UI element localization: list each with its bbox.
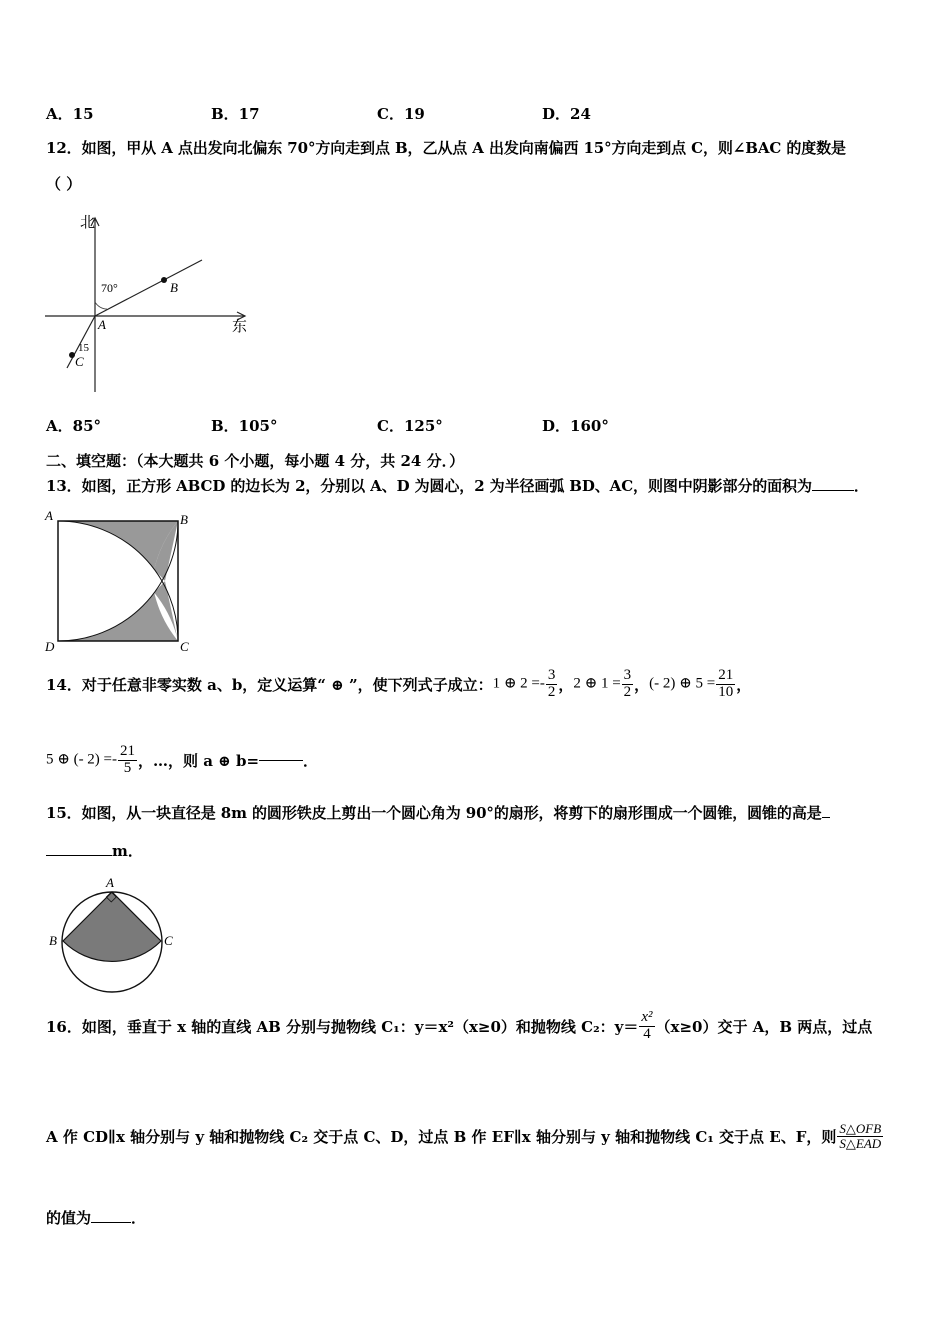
angle-70-label: 70° (101, 281, 118, 295)
q12-option-b: B．105° (211, 417, 278, 435)
q14-expr4-lhs: 5 ⊕ (- 2) =- (46, 751, 118, 768)
q14-sep1: ， (558, 675, 574, 694)
q11-option-b: B．17 (211, 105, 260, 123)
q12-option-a: A．85° (46, 417, 102, 435)
q13-answer-blank (812, 490, 854, 491)
q14-end: ． (303, 751, 319, 770)
q16-ratio-num: S△OFB (839, 1121, 882, 1136)
q15-unit: m． (112, 842, 143, 860)
q16-frac (639, 1010, 654, 1043)
q16-p1: 16．如图，垂直于 x 轴的直线 AB 分别与抛物线 C₁：y＝x²（x≥0）和抛物线 C₂：y＝ (46, 1017, 639, 1036)
q14-expr3 (649, 668, 736, 701)
q11-option-d: D．24 (542, 105, 591, 123)
q12-paren: （ ） (46, 175, 82, 193)
q16-line2 (46, 1122, 884, 1150)
angle-70-arc (95, 302, 107, 309)
q14-stem: 14．对于任意非零实数 a、b，定义运算“ ⊕ ”，使下列式子成立： (46, 675, 493, 694)
q13-stem: 13．如图，正方形 ABCD 的边长为 2，分别以 A、D 为圆心，2 为半径画弧 BD、AC，则图中阴影部分的面积为 (46, 477, 812, 495)
q12-option-d: D．160° (542, 417, 609, 435)
q13-figure (40, 507, 200, 657)
q13-text (46, 475, 869, 496)
east-label: 东 (232, 319, 248, 335)
q16-ratio-den: S△EAD (839, 1135, 882, 1151)
q15-stem: 15．如图，从一块直径是 8m 的圆形铁皮上剪出一个圆心角为 90°的扇形，将剪下的扇形围成一个圆锥，圆锥的高是 (46, 804, 822, 822)
q15-line2 (46, 840, 143, 861)
q12-figure (40, 210, 260, 400)
q16-p2: A 作 CD∥x 轴分别与 y 轴和抛物线 C₂ 交于点 C、D，过点 B 作 EF∥x 轴分别与 y 轴和抛物线 C₁ 交于点 E、F，则 (46, 1127, 837, 1146)
q16-p3: 的值为 (46, 1209, 92, 1227)
q14-expr4 (46, 744, 138, 777)
section-heading: 二、填空题：（本大题共 6 个小题，每小题 4 分，共 24 分．） (46, 452, 465, 470)
sector (63, 892, 161, 961)
q14-sep2: ， (634, 675, 650, 694)
label-a: A (45, 508, 53, 523)
q15-answer-blank (46, 855, 112, 856)
q14-expr4-den: 5 (123, 759, 132, 776)
q14-line2 (46, 744, 318, 777)
q14-expr2 (573, 668, 634, 701)
q14-expr4-num: 21 (120, 743, 136, 759)
label-b: B (49, 933, 57, 948)
q14-tail: ，…，则 a ⊕ b= (138, 751, 260, 770)
q15-figure (40, 872, 200, 1002)
q16-p1-tail: （x≥0）交于 A，B 两点，过点 (655, 1017, 873, 1036)
q16-frac-num: x² (641, 1009, 653, 1025)
label-b: B (180, 512, 188, 527)
q11-option-c: C．19 (377, 105, 425, 123)
q14-expr3-lhs: (- 2) ⊕ 5 = (649, 675, 716, 692)
q13-end: ． (853, 477, 869, 495)
q14-expr2-num: 3 (623, 667, 632, 683)
q12-option-c: C．125° (377, 417, 443, 435)
q16-answer-blank (91, 1222, 131, 1223)
q14-answer-blank (259, 760, 303, 761)
q14-line1 (46, 668, 751, 701)
q14-expr2-lhs: 2 ⊕ 1 = (573, 675, 621, 692)
q16-ratio (837, 1122, 883, 1150)
q14-expr3-den: 10 (718, 683, 734, 700)
q16-frac-den: 4 (643, 1025, 651, 1042)
q16-line1 (46, 1010, 872, 1043)
label-c: C (180, 639, 189, 654)
q16-end: ． (131, 1209, 147, 1227)
q14-expr1-den: 2 (547, 683, 556, 700)
label-c: C (164, 933, 173, 948)
north-label: 北 (80, 215, 96, 231)
q14-expr1-lhs: 1 ⊕ 2 =- (492, 675, 545, 692)
q12-text: 12．如图，甲从 A 点出发向北偏东 70°方向走到点 B，乙从点 A 出发向南偏西 15°方向走到点 C，则∠BAC 的度数是 (46, 139, 846, 157)
label-b: B (170, 280, 178, 295)
angle-15-label: 15 (78, 342, 89, 354)
q14-expr2-den: 2 (623, 683, 632, 700)
q11-option-a: A．15 (46, 105, 94, 123)
q14-expr1-num: 3 (547, 667, 556, 683)
q16-line3 (46, 1207, 146, 1228)
label-a: A (98, 317, 106, 332)
q14-sep3: ， (736, 675, 752, 694)
q14-expr1 (493, 668, 559, 701)
label-c: C (75, 354, 84, 369)
q14-expr3-num: 21 (718, 667, 734, 683)
point-b (161, 277, 167, 283)
label-d: D (45, 639, 55, 654)
q15-text (46, 802, 830, 823)
label-a: A (106, 875, 114, 890)
